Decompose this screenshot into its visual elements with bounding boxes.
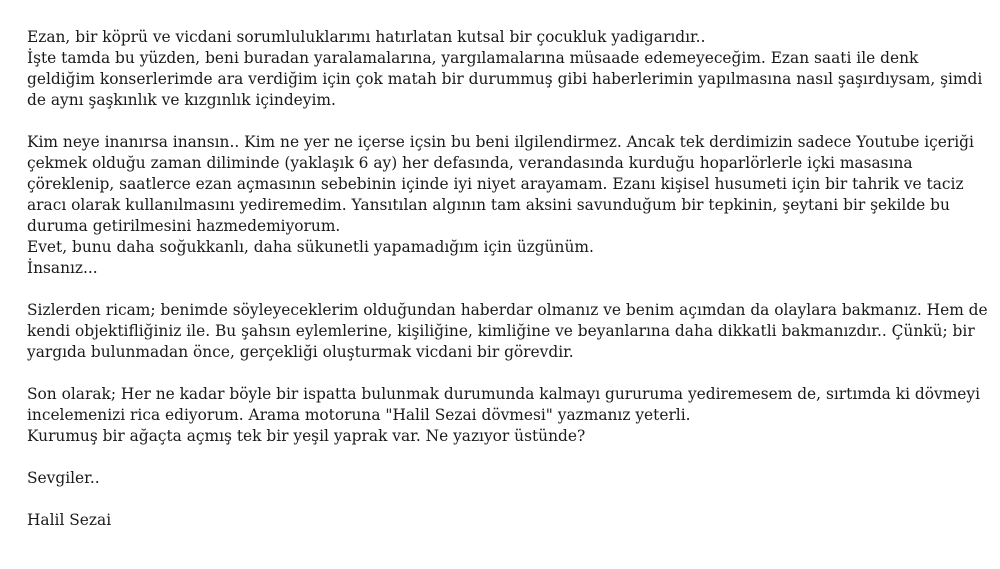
paragraph-request: Sizlerden ricam; benimde söyleyeceklerim olduğundan haberdar olmanız ve benim açımdan da olaylara bakmanız. Hem de kendi objektifliğiniz ile. Bu şahsın eylemlerine, kişiliğine, kimliğine ve beyanlarına daha dikkatli bakmanızdır.. Çünkü; bir yargıda bulunmadan önce, gerçekliği oluşturmak vicdani bir görevdir.	[27, 301, 988, 361]
sign-off: Sevgiler..	[27, 469, 100, 487]
signature-name: Halil Sezai	[27, 511, 112, 529]
paragraph-explanation: Kim neye inanırsa inansın.. Kim ne yer ne içerse içsin bu beni ilgilendirmez. Ancak tek derdimizin sadece Youtube içeriği çekmek olduğu zaman diliminde (yaklaşık 6 ay) her defasında, verandasında kurduğu hoparlörlerle içki masasına çöreklenip, saatlerce ezan açmasının sebebinin içinde iyi niyet arayamam. Ezanı kişisel husumeti için bir tahrik ve taciz aracı olarak kullanılmasını yediremedim. Yansıtılan algının tam aksini savunduğum bir tepkinin, şeytani bir şekilde bu duruma getirilmesini hazmedemiyorum. Evet, bunu daha soğukkanlı, daha sükunetli yapamadığım için üzgünüm. İnsanız...	[27, 133, 974, 277]
paragraph-closing: Son olarak; Her ne kadar böyle bir ispatta bulunmak durumunda kalmayı gururuma yediremesem de, sırtımda ki dövmeyi incelemenizi rica ediyorum. Arama motoruna "Halil Sezai dövmesi" yazmanız yeterli. Kurumuş bir ağaçta açmış tek bir yeşil yaprak var. Ne yazıyor üstünde?	[27, 385, 981, 445]
paragraph-intro: Ezan, bir köprü ve vicdani sorumluluklarımı hatırlatan kutsal bir çocukluk yadigarıdır.. İşte tamda bu yüzden, beni buradan yaralamalarına, yargılamalarına müsaade edemeyeceğim. Ezan saati ile denk geldiğim konserlerimde ara verdiğim için çok matah bir durummuş gibi haberlerimin yapılmasına nasıl şaşırdıysam, şimdi de aynı şaşkınlık ve kızgınlık içindeyim.	[27, 28, 983, 109]
